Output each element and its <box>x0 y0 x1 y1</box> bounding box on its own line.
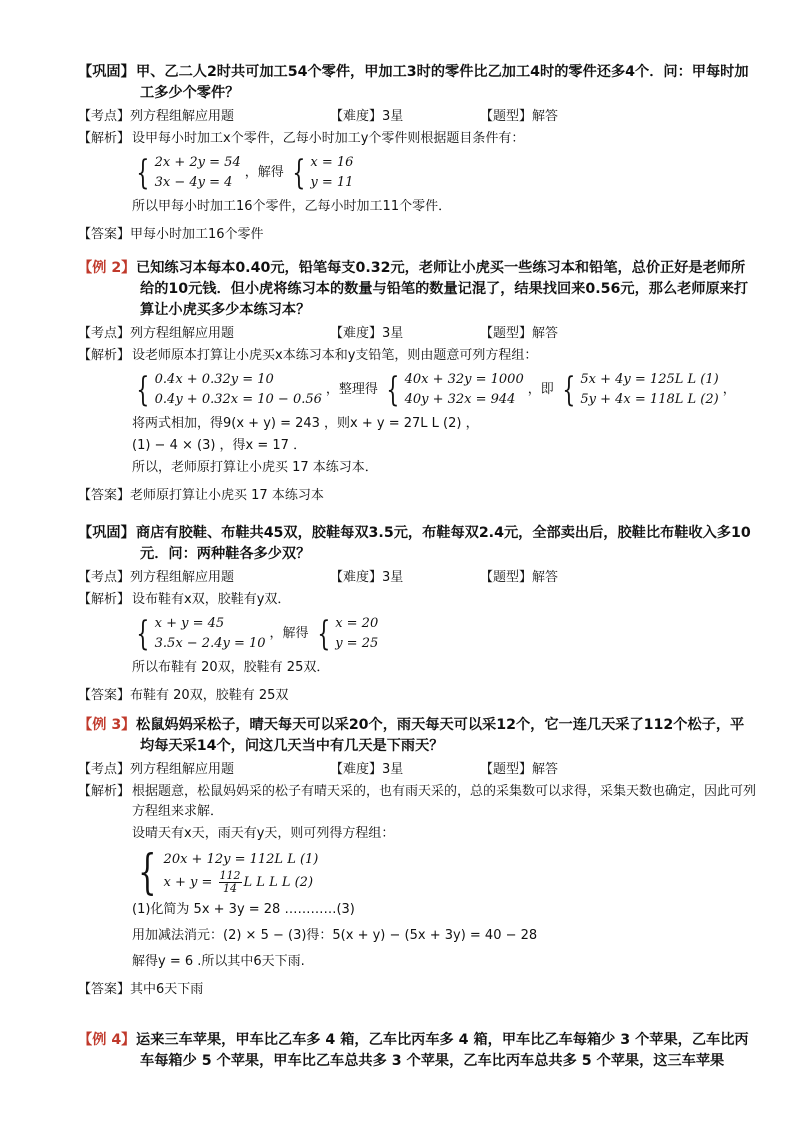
solution-step: 用加减法消元：(2) × 5 − (3)得：5(x + y) − (5x + 3y) = 40 − 28 <box>132 928 538 943</box>
problem-4 <box>78 715 758 1000</box>
analysis-intro: 【解析】 设甲每小时加工x个零件，乙每小时加工y个零件则根据题目条件有： <box>78 131 525 146</box>
problem-5 <box>78 1030 758 1072</box>
problem-tag: 【巩固】 <box>78 64 135 80</box>
problem-tag: 【例 3】 <box>78 717 136 733</box>
problem-tag: 【巩固】 <box>78 525 135 541</box>
meta-row: 【考点】列方程组解应用题 【难度】3星 【题型】解答 <box>78 326 559 341</box>
setup-line: 设晴天有x天，雨天有y天，则可列得方程组： <box>132 826 395 841</box>
question-text: 【例 3】松鼠妈妈采松子，晴天每天可以采20个，雨天每天可以采12个，它一连几天采了112个松子，平均每天采14个，问这几天当中有几天是下雨天？ <box>78 717 745 754</box>
answer-row: 【答案】老师原打算让小虎买 17 本练习本 <box>78 488 324 503</box>
solution-step: (1)化简为 5x + 3y = 28 …………(3) <box>132 902 355 917</box>
meta-row: 【考点】列方程组解应用题 【难度】3星 【题型】解答 <box>78 762 559 777</box>
meta-row: 【考点】列方程组解应用题 【难度】3星 【题型】解答 <box>78 109 559 124</box>
solution-step: 解得y = 6 .所以其中6天下雨. <box>132 954 305 969</box>
analysis-intro: 【解析】 设老师原本打算让小虎买x本练习本和y支铅笔，则由题意可列方程组： <box>78 348 538 363</box>
problem-1 <box>78 62 758 245</box>
solution-step: 将两式相加，得9(x + y) = 243 ，则x + y = 27L L (2) ， <box>132 416 479 431</box>
conclusion: 所以甲每小时加工16个零件，乙每小时加工11个零件． <box>132 199 452 214</box>
answer-row: 【答案】布鞋有 20双，胶鞋有 25双 <box>78 688 289 703</box>
question-text: 【巩固】甲、乙二人2时共可加工54个零件，甲加工3时的零件比乙加工4时的零件还多4个．问：甲每时加工多少个零件？ <box>78 64 749 101</box>
equation-system: { 2x + 2y = 54 3x − 4y = 4 ，解得 { x = 16 y = 11 <box>136 153 354 193</box>
question-text: 【巩固】商店有胶鞋、布鞋共45双，胶鞋每双3.5元，布鞋每双2.4元，全部卖出后，胶鞋比布鞋收入多10元．问：两种鞋各多少双？ <box>78 525 751 562</box>
question-text: 【例 2】已知练习本每本0.40元，铅笔每支0.32元，老师让小虎买一些练习本和铅笔，总价正好是老师所给的10元钱．但小虎将练习本的数量与铅笔的数量记混了，结果找回来0.56元，那么老师原来打算让小虎买多少本练习本？ <box>78 260 749 318</box>
meta-row: 【考点】列方程组解应用题 【难度】3星 【题型】解答 <box>78 570 559 585</box>
analysis-intro: 【解析】 根据题意，松鼠妈妈采的松子有晴天采的，也有雨天采的，总的采集数可以求得，采集天数也确定，因此可列方程组来求解． <box>78 784 757 819</box>
equation-system: { 0.4x + 0.32y = 10 0.4y + 0.32x = 10 − 0.56 ，整理得 { 40x + 32y = 1000 40y + 32x = 944 ，即 { 5x + 4y = 125L L (1) 5y + 4x = 118L L (2) ， <box>136 370 736 410</box>
equation-system: { 20x + 12y = 112L L (1) x + y = $\frac{112}{14}$ L L L L (2) <box>138 844 319 900</box>
question-text: 【例 4】运来三车苹果，甲车比乙车多 4 箱，乙车比丙车多 4 箱，甲车比乙车每箱少 3 个苹果，乙车比丙车每箱少 5 个苹果，甲车比乙车总共多 3 个苹果，乙车比丙车总共多 5 个苹果，这三车苹果 <box>78 1032 749 1069</box>
problem-tag: 【例 4】 <box>78 1032 136 1048</box>
problem-3 <box>78 523 758 706</box>
conclusion: 所以布鞋有 20双，胶鞋有 25双． <box>132 660 330 675</box>
answer-row: 【答案】其中6天下雨 <box>78 982 204 997</box>
conclusion: 所以，老师原打算让小虎买 17 本练习本． <box>132 460 378 475</box>
answer-row: 【答案】甲每小时加工16个零件 <box>78 227 264 242</box>
problem-2 <box>78 258 758 506</box>
analysis-intro: 【解析】 设布鞋有x双，胶鞋有y双． <box>78 592 291 607</box>
problem-tag: 【例 2】 <box>78 260 136 276</box>
equation-system: { x + y = 45 3.5x − 2.4y = 10 ，解得 { x = 20 y = 25 <box>136 614 379 654</box>
solution-step: (1) − 4 × (3) ，得x = 17 ． <box>132 438 307 453</box>
